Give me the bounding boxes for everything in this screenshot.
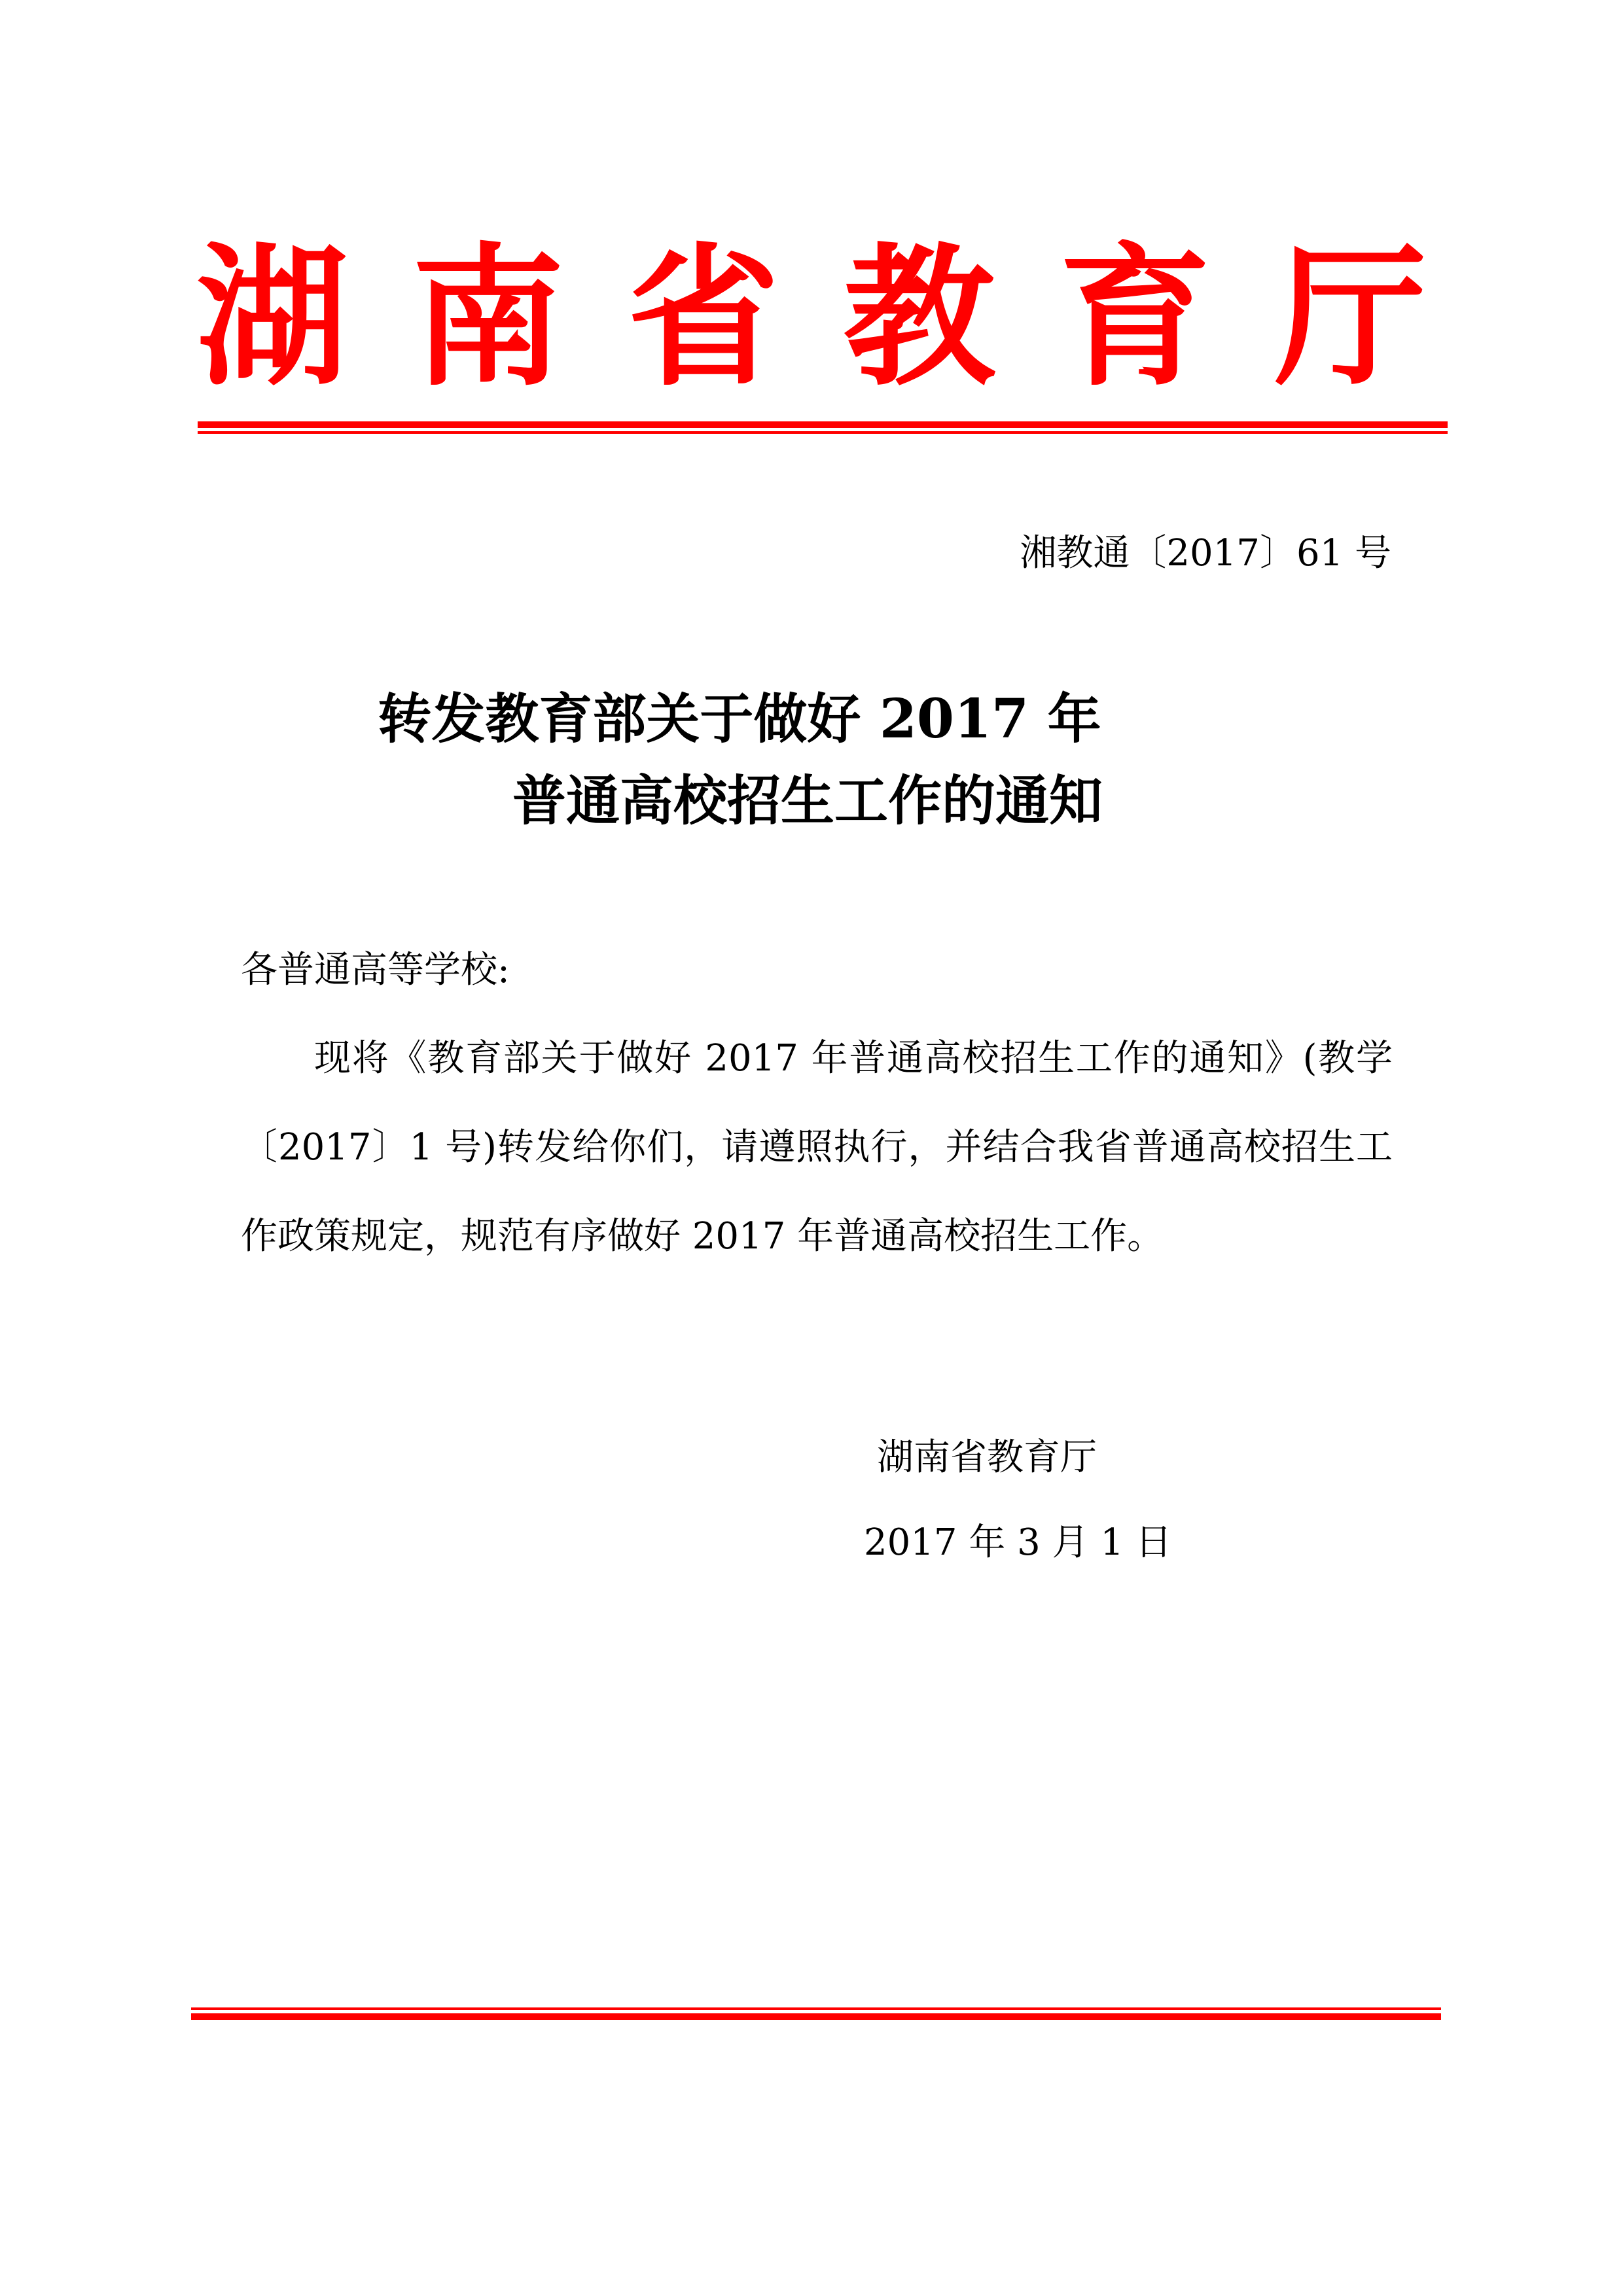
masthead-char: 省: [628, 228, 780, 406]
masthead-char: 教: [843, 228, 995, 406]
masthead-divider: [198, 421, 1448, 434]
issuer-signature: 湖南省教育厅: [877, 1436, 1097, 1479]
document-title-line-2: 普通高校招生工作的通知: [512, 769, 1103, 832]
masthead-title: [196, 228, 1427, 406]
document-number: 湘教通〔2017〕61 号: [1020, 532, 1391, 574]
masthead-char: 厅: [1274, 228, 1427, 406]
issue-date: 2017 年 3 月 1 日: [864, 1521, 1172, 1564]
masthead-char: 湖: [196, 228, 349, 406]
footer-divider: [191, 2007, 1441, 2020]
salutation: 各普通高等学校:: [241, 949, 510, 991]
masthead-char: 育: [1059, 228, 1211, 406]
body-paragraph: 现将《教育部关于做好 2017 年普通高校招生工作的通知》(教学〔2017〕1 号)转发给你们，请遵照执行，并结合我省普通高校招生工作政策规定，规范有序做好 2017 年普通高校招生工作。: [241, 1037, 1393, 1258]
masthead-char: 南: [412, 228, 564, 406]
document-title-line-1: 转发教育部关于做好 2017 年: [378, 688, 1101, 751]
